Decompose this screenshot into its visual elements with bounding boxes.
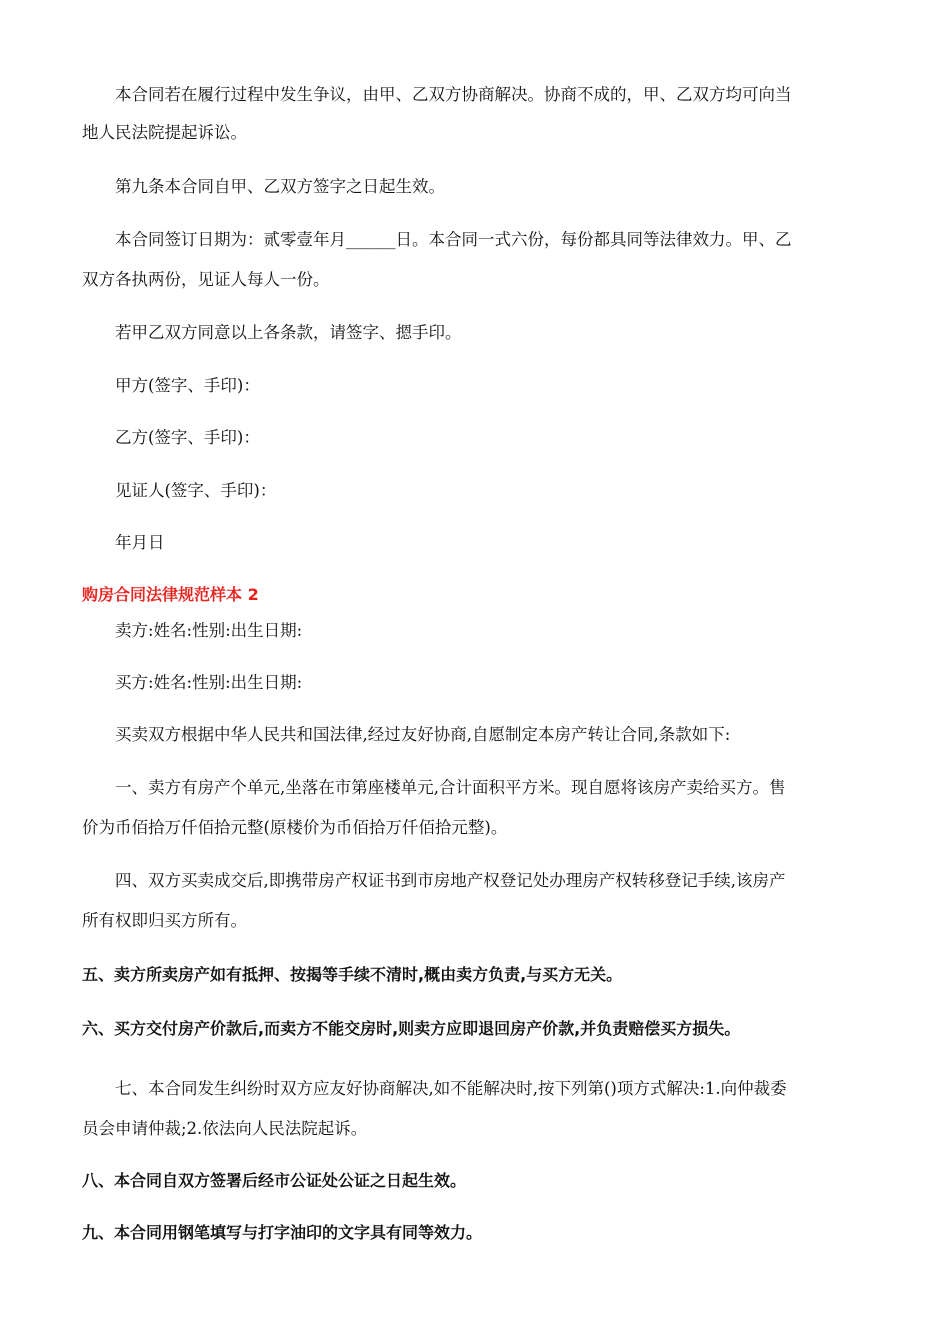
item-6: 六、买方交付房产价款后,而卖方不能交房时,则卖方应即退回房产价款,并负责赔偿买方损失。 [82,1019,741,1038]
dispute-clause-line-1: 本合同若在履行过程中发生争议，由甲、乙双方协商解决。协商不成的，甲、乙双方均可向当 [115,85,792,104]
agreement-statement: 若甲乙双方同意以上各条款，请签字、摁手印。 [115,323,462,342]
item-4-line-1: 四、双方买卖成交后,即携带房产权证书到市房地产权登记处办理房产权转移登记手续,该房产 [115,871,786,890]
date-line: 年月日 [115,533,165,552]
witness-signature: 见证人(签字、手印)： [115,481,277,500]
section-heading: 购房合同法律规范样本 2 [82,585,259,604]
dispute-clause-line-2: 地人民法院提起诉讼。 [82,123,247,142]
item-1-line-1: 一、卖方有房产个单元,坐落在市第座楼单元,合计面积平方米。现自愿将该房产卖给买方。售 [115,778,786,797]
item-7-line-2: 员会申请仲裁;2.依法向人民法院起诉。 [82,1119,368,1138]
party-a-signature: 甲方(签字、手印)： [115,376,260,395]
article-9: 第九条本合同自甲、乙双方签字之日起生效。 [115,177,445,196]
signing-date-line-2: 双方各执两份，见证人每人一份。 [82,270,330,289]
item-5: 五、卖方所卖房产如有抵押、按揭等手续不清时,概由卖方负责,与买方无关。 [82,965,623,984]
party-b-signature: 乙方(签字、手印)： [115,428,260,447]
contract-intro: 买卖双方根据中华人民共和国法律,经过友好协商,自愿制定本房产转让合同,条款如下: [115,725,731,744]
seller-info: 卖方:姓名:性别:出生日期: [115,621,303,640]
item-4-line-2: 所有权即归买方所有。 [82,911,247,930]
item-8: 八、本合同自双方签署后经市公证处公证之日起生效。 [82,1171,467,1190]
signing-date-line-1: 本合同签订日期为：贰零壹年月______日。本合同一式六份，每份都具同等法律效力。甲、乙 [115,230,792,249]
item-1-line-2: 价为币佰拾万仟佰拾元整(原楼价为币佰拾万仟佰拾元整)。 [82,818,508,837]
item-7-line-1: 七、本合同发生纠纷时双方应友好协商解决,如不能解决时,按下列第()项方式解决:1.向仲裁委 [115,1079,787,1098]
item-9: 九、本合同用钢笔填写与打字油印的文字具有同等效力。 [82,1223,483,1242]
buyer-info: 买方:姓名:性别:出生日期: [115,673,303,692]
